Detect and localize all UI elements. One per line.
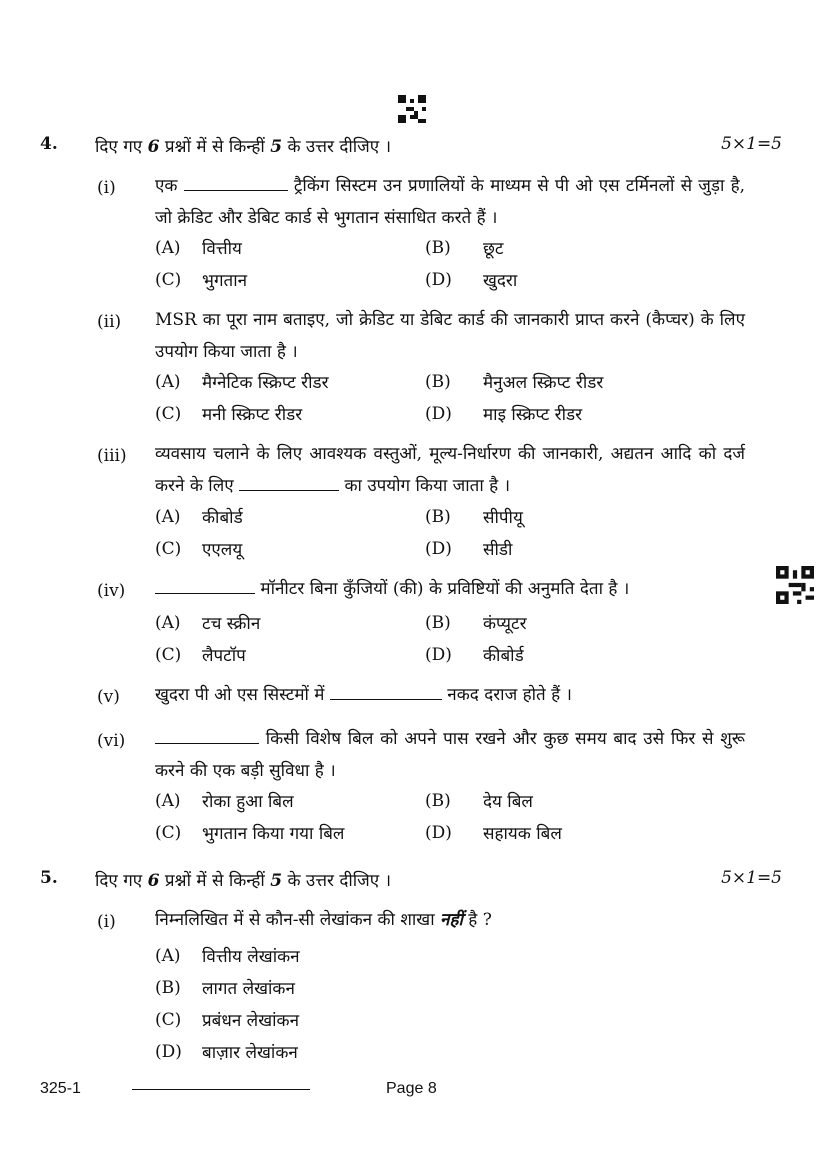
option-text: मैनुअल स्क्रिप्ट रीडर [483, 373, 604, 393]
question-4-instruction: दिए गए 6 प्रश्नों में से किन्हीं 5 के उत्तर दीजिए । [95, 137, 392, 157]
option-label: (B) [425, 372, 451, 392]
option-text: भुगतान किया गया बिल [202, 824, 345, 844]
option-label: (B) [425, 791, 451, 811]
option-text: माइ स्क्रिप्ट रीडर [483, 405, 583, 425]
option-text: कीबोर्ड [202, 508, 243, 528]
option-label: (C) [155, 404, 182, 424]
option-text: सहायक बिल [483, 824, 562, 844]
option-label: (A) [155, 946, 181, 966]
option-label: (D) [425, 645, 452, 665]
subquestion-text: निम्नलिखित में से कौन-सी लेखांकन की शाखा नहीं है ? [155, 910, 492, 930]
subquestion-text: व्यवसाय चलाने के लिए आवश्यक वस्तुओं, मूल्य-निर्धारण की जानकारी, अद्यतन आदि को दर्ज करने के लिए का उपयोग किया जाता है । [155, 444, 745, 496]
subquestion-number: (v) [97, 687, 120, 707]
option-text: देय बिल [483, 792, 533, 812]
option-text: प्रबंधन लेखांकन [202, 1011, 299, 1031]
option-text: सीडी [483, 540, 513, 560]
option-label: (C) [155, 270, 182, 290]
option-text: सीपीयू [483, 508, 523, 528]
qr-code-side [776, 566, 814, 604]
option-text: वित्तीय लेखांकन [202, 947, 300, 967]
qr-code-top [398, 95, 426, 123]
option-label: (D) [425, 270, 452, 290]
answer-blank [155, 579, 255, 594]
option-label: (A) [155, 372, 181, 392]
subquestion-text: किसी विशेष बिल को अपने पास रखने और कुछ समय बाद उसे फिर से शुरू करने की एक बड़ी सुविधा है । [155, 729, 745, 781]
option-label: (A) [155, 238, 181, 258]
paper-code: 325-1 [40, 1080, 81, 1097]
option-label: (A) [155, 613, 181, 633]
option-text: लैपटॉप [202, 646, 246, 666]
option-text: एएलयू [202, 540, 243, 560]
option-text: खुदरा [483, 271, 518, 291]
option-label: (C) [155, 539, 182, 559]
option-label: (B) [425, 507, 451, 527]
option-label: (B) [425, 238, 451, 258]
option-text: बाज़ार लेखांकन [202, 1043, 298, 1063]
option-label: (B) [155, 978, 181, 998]
subquestion-text: एक ट्रैकिंग सिस्टम उन प्रणालियों के माध्यम से पी ओ एस टर्मिनलों से जुड़ा है, जो क्रेडिट और डेबिट कार्ड से भुगतान संसाधित करते हैं । [155, 176, 746, 228]
option-text: छूट [483, 239, 504, 259]
option-text: मनी स्क्रिप्ट रीडर [202, 405, 303, 425]
question-5-number: 5. [40, 868, 58, 888]
option-text: लागत लेखांकन [202, 979, 295, 999]
subquestion-text: MSR का पूरा नाम बताइए, जो क्रेडिट या डेबिट कार्ड की जानकारी प्राप्त करने (कैप्चर) के लिए उपयोग किया जाता है । [155, 310, 745, 362]
option-label: (A) [155, 791, 181, 811]
answer-blank [239, 476, 339, 491]
subquestion-number: (i) [97, 912, 116, 932]
subquestion-number: (iii) [97, 446, 127, 466]
option-label: (B) [425, 613, 451, 633]
subquestion-number: (vi) [97, 731, 126, 751]
question-4-number: 4. [40, 134, 58, 154]
option-label: (D) [155, 1042, 182, 1062]
page-number: Page 8 [386, 1080, 437, 1097]
subquestion-number: (i) [97, 178, 116, 198]
option-text: भुगतान [202, 271, 248, 291]
subquestion-number: (ii) [97, 312, 122, 332]
answer-blank [155, 729, 259, 744]
option-label: (D) [425, 404, 452, 424]
question-4-marks: 5×1=5 [721, 134, 782, 154]
footer-divider [132, 1089, 310, 1090]
option-text: रोका हुआ बिल [202, 792, 294, 812]
option-label: (C) [155, 823, 182, 843]
subquestion-text: मॉनीटर बिना कुँजियों (की) के प्रविष्टियों की अनुमति देता है । [155, 573, 745, 605]
answer-blank [184, 176, 288, 191]
question-5-marks: 5×1=5 [721, 868, 782, 888]
subquestion-number: (iv) [97, 581, 126, 601]
answer-blank [330, 685, 442, 700]
option-label: (A) [155, 507, 181, 527]
option-text: टच स्क्रीन [202, 614, 261, 634]
option-label: (D) [425, 539, 452, 559]
subquestion-text: खुदरा पी ओ एस सिस्टमों में नकद दराज होते हैं । [155, 685, 572, 705]
option-label: (C) [155, 1010, 182, 1030]
option-text: मैग्नेटिक स्क्रिप्ट रीडर [202, 373, 329, 393]
option-text: कंप्यूटर [483, 614, 527, 634]
option-label: (C) [155, 645, 182, 665]
question-5-instruction: दिए गए 6 प्रश्नों में से किन्हीं 5 के उत्तर दीजिए । [95, 871, 392, 891]
emphasis-word: नहीं [440, 910, 463, 930]
option-label: (D) [425, 823, 452, 843]
option-text: वित्तीय [202, 239, 242, 259]
option-text: कीबोर्ड [483, 646, 524, 666]
